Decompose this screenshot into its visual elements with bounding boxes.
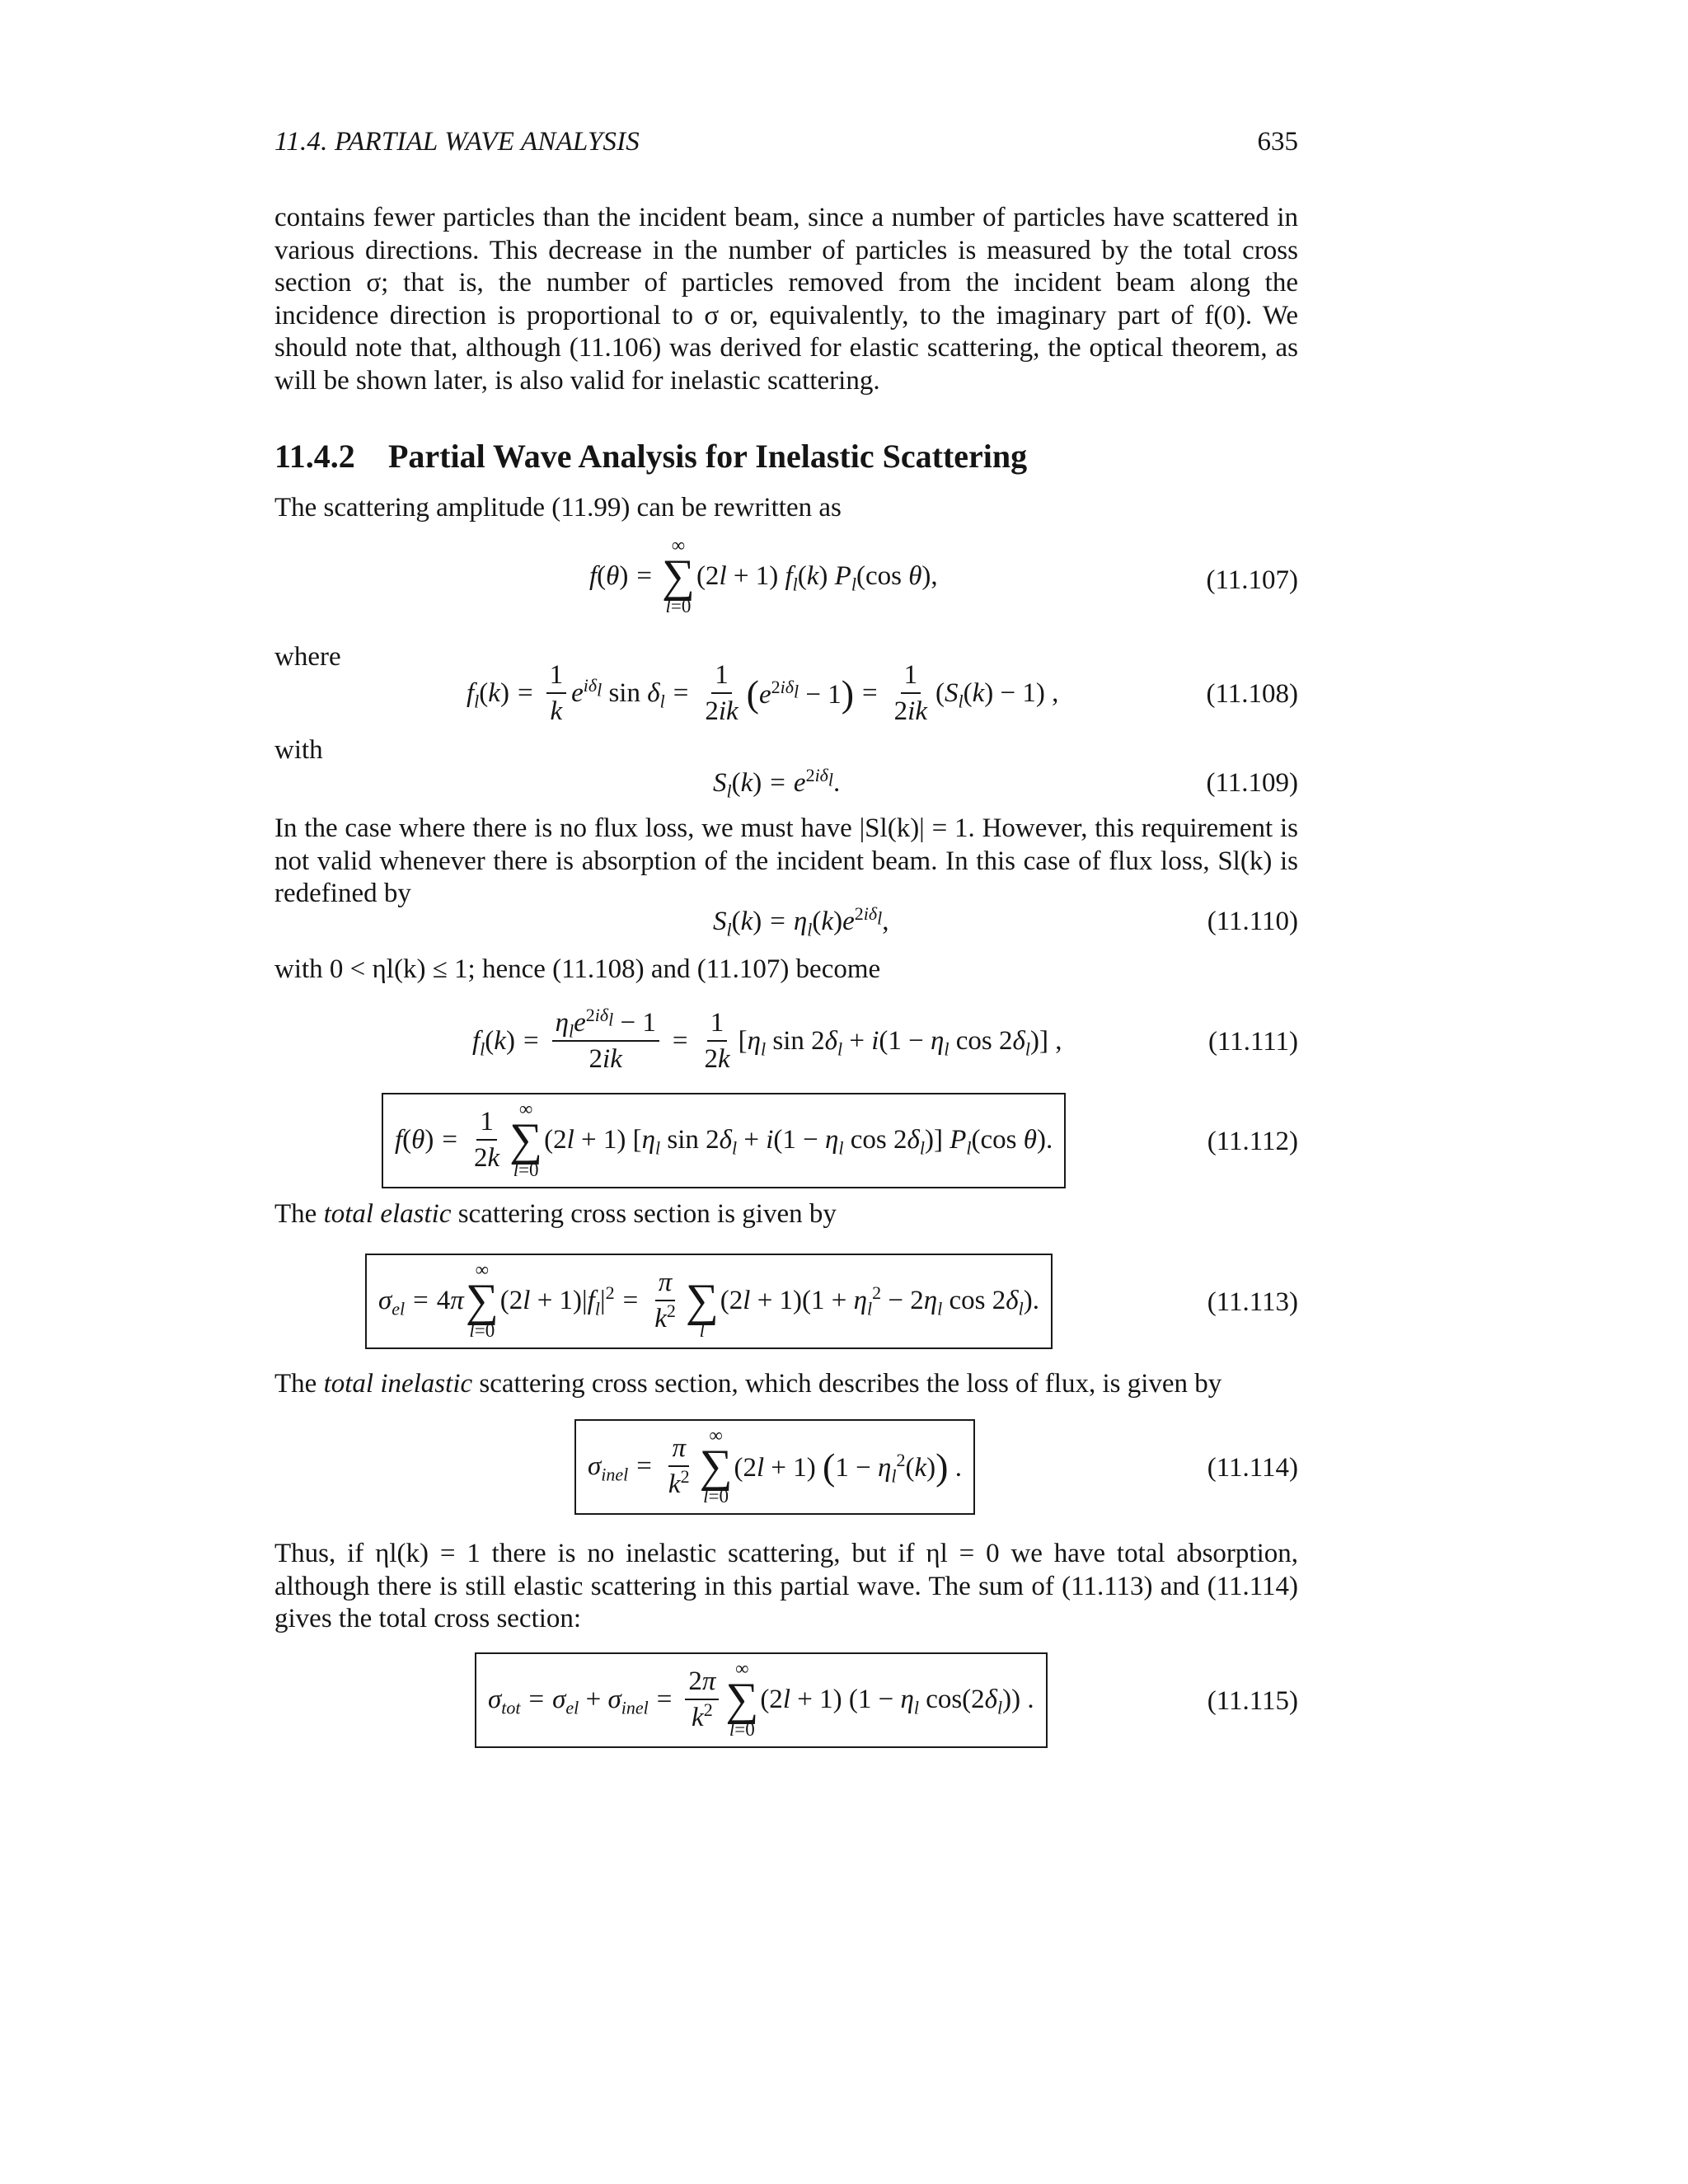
equation-number-11-107: (11.107) (1206, 565, 1298, 595)
equation-number-11-110: (11.110) (1207, 907, 1298, 936)
equation-11-110-body: $S_l(k) = \eta_l(k)e^{2i\delta_l}$, (713, 902, 889, 940)
equation-11-113 (274, 1254, 1298, 1352)
flux-paragraph: In the case where there is no flux loss, we must have |Sl(k)| = 1. However, this requirement is not valid whenever there is absorption of the incident beam. In this case of flux loss, Sl(k) is redefined by (274, 813, 1298, 909)
equation-11-108-body: $f_l(k)$ = $\frac{1}{k}$ $e^{i\delta_l}$ $\sin \delta_l$ = $\frac{1}{2ik}$ $(e^{2i\delta_l} - 1)$ = $\frac{1}{2ik}$ $(S_l(k) - 1)$ , (467, 660, 1059, 726)
intro-paragraph: contains fewer particles than the incident beam, since a number of particles have scattered in various directions. This decrease in the number of particles is measured by the total cross section σ; that is, the number of particles removed from the incident beam along the incidence direction is proportional to σ or, equivalently, to the imaginary part of f(0). We should note that, although (11.106) was derived for elastic scattering, the optical theorem, as will be shown later, is also valid for inelastic scattering. (274, 203, 1298, 396)
equation-11-115-box: $\sigma_{tot} = \sigma_{el} + \sigma_{inel}$ = $\frac{2\pi}{k^2}$ ∞ ∑ l=0 (2l + 1) ($1 - \eta_l$ $\cos(2\delta_l)$) . (475, 1652, 1048, 1748)
equation-11-109-body: $S_l(k) = e^{2i\delta_l}$. (713, 764, 841, 802)
equation-number-11-108: (11.108) (1206, 679, 1298, 709)
equation-number-11-111: (11.111) (1207, 1027, 1298, 1057)
equation-11-108 (274, 659, 1298, 733)
equation-number-11-112: (11.112) (1207, 1127, 1298, 1156)
word-with: with (274, 735, 323, 765)
equation-number-11-115: (11.115) (1207, 1686, 1298, 1716)
scattering-amplitude-line: The scattering amplitude (11.99) can be rewritten as (274, 493, 842, 523)
equation-number-11-109: (11.109) (1206, 768, 1298, 798)
equation-11-114 (274, 1419, 1298, 1518)
running-head: 11.4. PARTIAL WAVE ANALYSIS (274, 127, 640, 157)
equation-11-115 (274, 1652, 1298, 1751)
thus-paragraph: Thus, if ηl(k) = 1 there is no inelastic scattering, but if ηl = 0 we have total absorption, although there is still elastic scattering in this partial wave. The sum of (11.113) and (11.114) gives the total cross section: (274, 1539, 1298, 1634)
equation-11-114-box: $\sigma_{inel}$ = $\frac{\pi}{k^2}$ ∞ ∑ l=0 (2l + 1) $(1 - \eta_l^2(k))$ . (574, 1419, 975, 1515)
eta-range-line: with 0 < ηl(k) ≤ 1; hence (11.108) and (11.107) become (274, 954, 881, 984)
section-number: 11.4.2 (274, 438, 355, 475)
elastic-line: The total elastic scattering cross section is given by (274, 1199, 837, 1229)
equation-11-110 (274, 902, 1298, 946)
equation-number-11-114: (11.114) (1207, 1453, 1298, 1483)
equation-11-111 (274, 1007, 1298, 1081)
inelastic-line: The total inelastic scattering cross section, which describes the loss of flux, is given by (274, 1369, 1222, 1399)
page-number: 635 (1257, 127, 1298, 157)
page-header (274, 124, 1298, 160)
word-where: where (274, 642, 341, 672)
equation-11-113-box: $\sigma_{el} = 4\pi$ ∞ ∑ l=0 $(2l + 1)|f_l|^2$ = $\frac{\pi}{k^2}$ ∑ l $(2l + 1)(1 + \eta_l^2 - 2\eta_l$ $\cos 2\delta_l$). (365, 1254, 1053, 1349)
section-title: Partial Wave Analysis for Inelastic Scattering (388, 438, 1028, 475)
equation-11-112 (274, 1093, 1298, 1192)
section-heading (274, 435, 1027, 478)
equation-11-111-body: $f_l(k)$ = $\frac{\eta_le^{2i\delta_l} - 1}{2ik}$ = $\frac{1}{2k}$ [$\eta_l$ $\sin 2\delta_l + i(1 - \eta_l$ $\cos 2\delta_l$)] , (472, 1005, 1062, 1074)
equation-11-109 (274, 766, 1298, 808)
equation-number-11-113: (11.113) (1207, 1287, 1298, 1317)
equation-11-112-box: f(θ) = $\frac{1}{2k}$ ∞ ∑ l=0 (2l + 1) [$\eta_l$ $\sin 2\delta_l + i(1 - \eta_l$ $\cos 2\delta_l$)] $P_l(\cos$ θ). (382, 1093, 1066, 1188)
equation-11-107 (274, 536, 1298, 635)
equation-11-107-body: f(θ) = ∞ ∑ l=0 (2l + 1) $f_l(k)$ $P_l(\cos$ θ), (589, 535, 938, 616)
